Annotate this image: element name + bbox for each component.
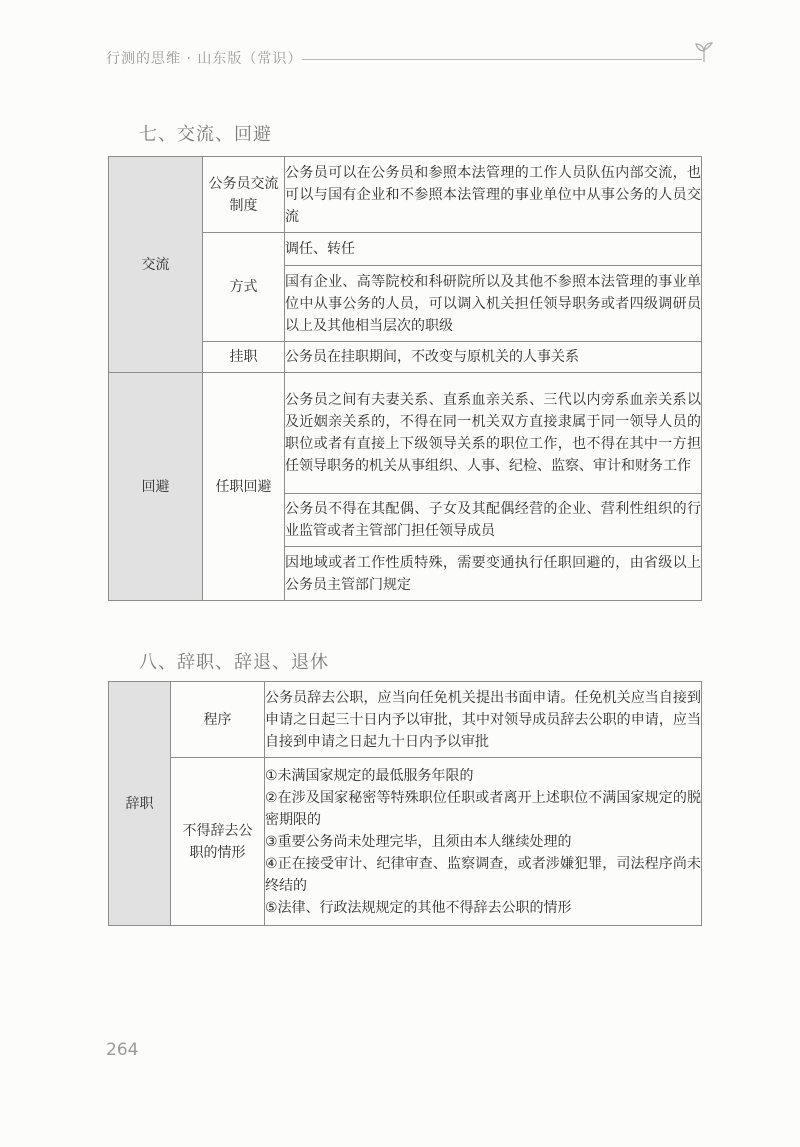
resignation-table	[108, 681, 702, 926]
sub-office-avoidance: 任职回避	[203, 373, 285, 601]
list-item: ①未满国家规定的最低服务年限的	[265, 767, 474, 784]
list-item: ④正在接受审计、纪律审查、监察调查，或者涉嫌犯罪，司法程序尚未终结的	[265, 855, 701, 894]
method-text-2: 国有企业、高等院校和科研院所以及其他不参照本法管理的事业单位中从事公务的人员，可以调入机关担任领导职务或者四级调研员以上及其他相当层次的职级	[285, 266, 702, 342]
category-avoidance: 回避	[109, 373, 203, 601]
exchange-avoidance-table	[108, 156, 702, 601]
category-exchange: 交流	[109, 157, 203, 373]
sub-exchange-system: 公务员交流制度	[203, 157, 285, 233]
avoidance-text-1: 公务员之间有夫妻关系、直系血亲关系、三代以内旁系血亲关系以及近姻亲关系的，不得在同一机关双方直接隶属于同一领导人员的职位或者有直接上下级领导关系的职位工作，也不得在其中一方担任领导职务的机关从事组织、人事、纪检、监察、审计和财务工作	[285, 373, 702, 494]
sub-procedure: 程序	[171, 682, 265, 758]
sub-method: 方式	[203, 233, 285, 342]
cannot-resign-list	[265, 758, 702, 926]
sub-secondment: 挂职	[203, 342, 285, 373]
list-item: ②在涉及国家秘密等特殊职位任职或者离开上述职位不满国家规定的脱密期限的	[265, 789, 701, 828]
list-item: ③重要公务尚未处理完毕，且须由本人继续处理的	[265, 833, 572, 850]
avoidance-text-2: 公务员不得在其配偶、子女及其配偶经营的企业、营利性组织的行业监管或者主管部门担任领导成员	[285, 494, 702, 547]
avoidance-text-3: 因地域或者工作性质特殊，需要变通执行任职回避的，由省级以上公务员主管部门规定	[285, 547, 702, 601]
running-header-title: 行测的思维 · 山东版（常识）	[106, 51, 303, 67]
section-8-title: 八、辞职、辞退、退休	[139, 652, 329, 673]
secondment-text: 公务员在挂职期间，不改变与原机关的人事关系	[285, 342, 702, 373]
sprout-icon	[692, 40, 716, 64]
list-item: ⑤法律、行政法规规定的其他不得辞去公职的情形	[265, 899, 572, 916]
exchange-system-text: 公务员可以在公务员和参照本法管理的工作人员队伍内部交流，也可以与国有企业和不参照本法管理的事业单位中从事公务的人员交流	[285, 157, 702, 233]
sub-cannot-resign: 不得辞去公职的情形	[171, 758, 265, 926]
method-text-1: 调任、转任	[285, 233, 702, 266]
procedure-text: 公务员辞去公职，应当向任免机关提出书面申请。任免机关应当自接到申请之日起三十日内予以审批，其中对领导成员辞去公职的申请，应当自接到申请之日起九十日内予以审批	[265, 682, 702, 758]
running-header	[106, 40, 716, 70]
page-number: 264	[106, 1040, 139, 1060]
category-resign: 辞职	[109, 682, 171, 926]
header-rule	[302, 59, 702, 60]
section-7-title: 七、交流、回避	[139, 124, 272, 145]
